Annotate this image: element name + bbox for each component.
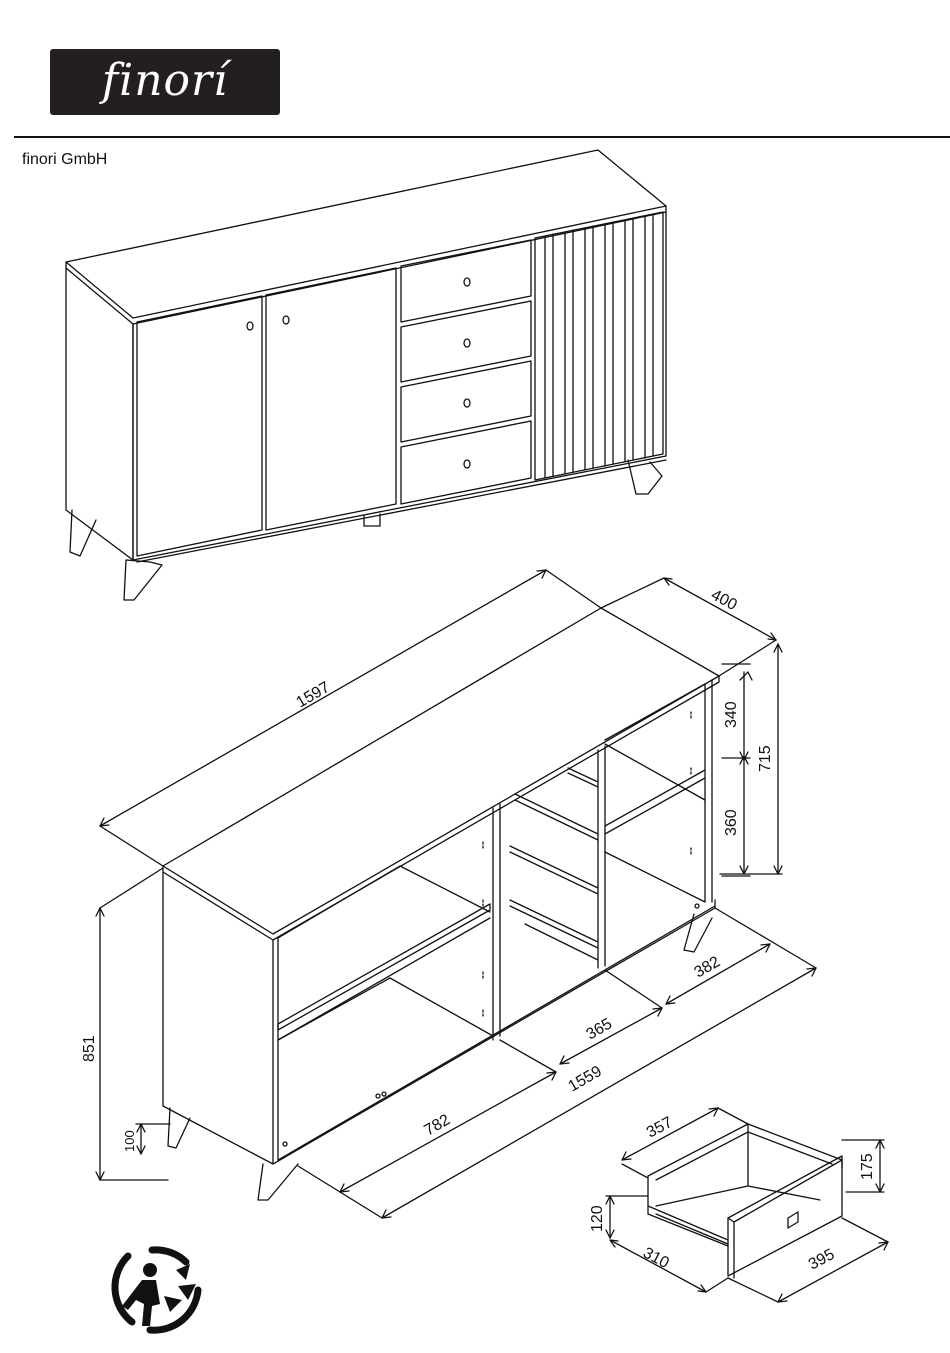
drawer-diagram (589, 1108, 888, 1302)
dim-drawer-depth: 310 (640, 1244, 672, 1273)
dim-right-compartment: 382 (691, 953, 724, 982)
dim-left-compartment: 782 (421, 1111, 454, 1140)
dim-depth: 400 (708, 586, 740, 615)
dim-total-height: 851 (81, 1035, 98, 1062)
logo-text: finorí (101, 55, 229, 106)
triman-recycling-icon (115, 1250, 198, 1330)
dim-upper-compartment: 340 (723, 701, 740, 728)
dim-side-height: 715 (757, 745, 774, 772)
company-name: finori GmbH (22, 151, 108, 168)
dim-inner-width: 1559 (565, 1062, 605, 1096)
dim-drawer-width: 357 (643, 1113, 676, 1142)
dim-drawer-front-width: 395 (805, 1245, 838, 1274)
dim-middle-compartment: 365 (583, 1015, 616, 1044)
dim-drawer-height: 175 (859, 1153, 876, 1180)
dim-overall-width: 1597 (293, 678, 333, 712)
dim-lower-compartment: 360 (723, 809, 740, 836)
carcass-diagram (81, 570, 816, 1218)
dim-leg-height: 100 (122, 1130, 137, 1152)
sideboard-perspective (66, 150, 666, 600)
dim-drawer-inner-height: 120 (589, 1205, 606, 1232)
